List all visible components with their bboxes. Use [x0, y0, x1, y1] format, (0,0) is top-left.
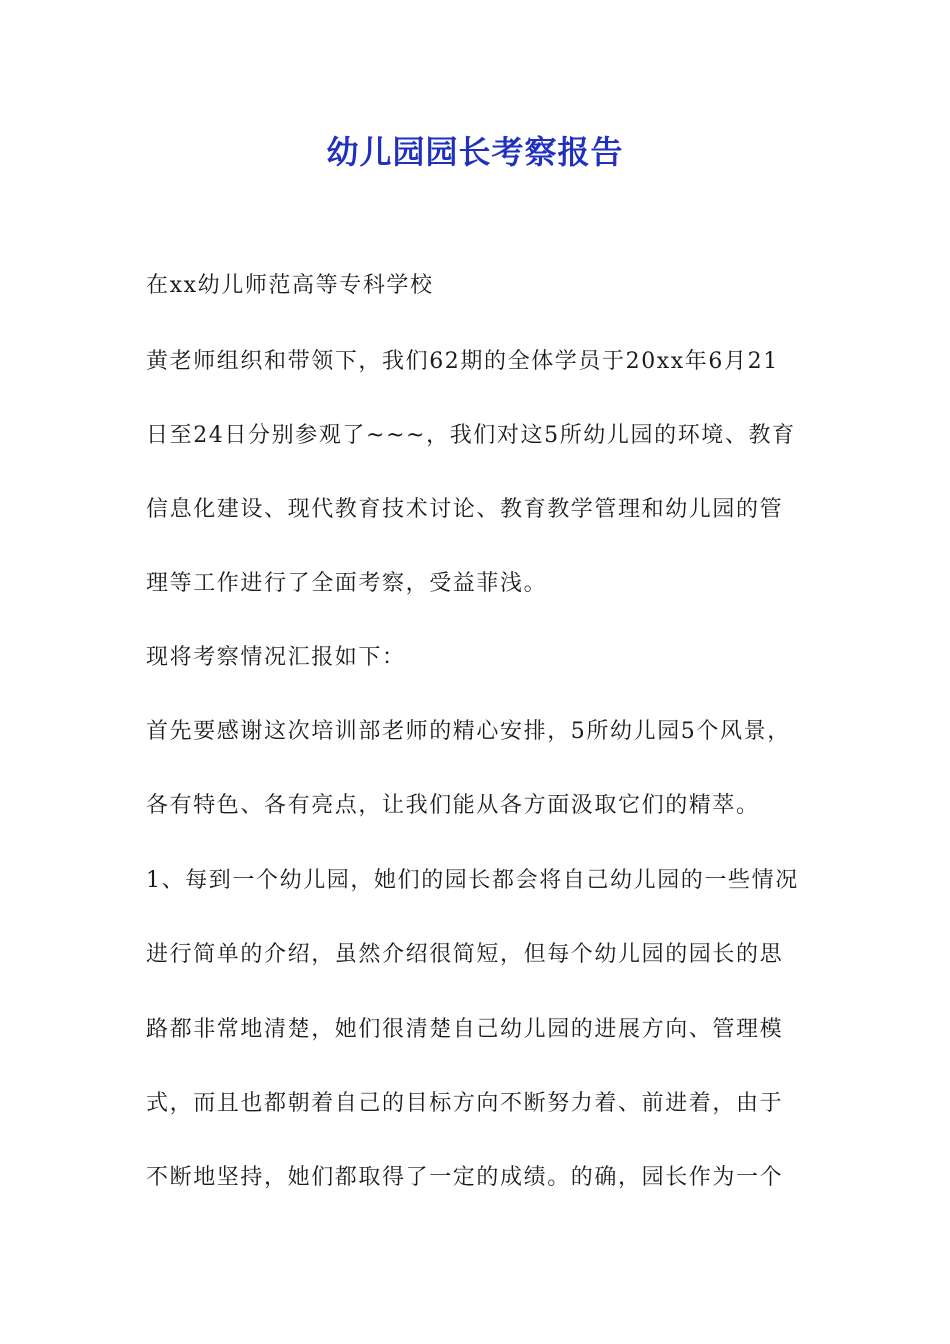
- body-line: 信息化建设、现代教育技术讨论、教育教学管理和幼儿园的管: [146, 497, 784, 522]
- body-line: 式，而且也都朝着自己的目标方向不断努力着、前进着，由于: [146, 1091, 784, 1116]
- body-line: 1、每到一个幼儿园，她们的园长都会将自己幼儿园的一些情况: [146, 868, 799, 893]
- body-line: 路都非常地清楚，她们很清楚自己幼儿园的进展方向、管理模: [146, 1017, 784, 1042]
- body-line: 理等工作进行了全面考察，受益菲浅。: [146, 571, 548, 596]
- body-line: 日至24日分别参观了~~~，我们对这5所幼儿园的环境、教育: [146, 423, 796, 448]
- body-line: 首先要感谢这次培训部老师的精心安排，5所幼儿园5个风景，: [146, 719, 791, 744]
- body-line: 现将考察情况汇报如下：: [146, 645, 406, 670]
- body-line: 各有特色、各有亮点，让我们能从各方面汲取它们的精萃。: [146, 793, 760, 818]
- body-line: 进行简单的介绍，虽然介绍很简短，但每个幼儿园的园长的思: [146, 942, 784, 967]
- document-title: 幼儿园园长考察报告: [326, 133, 624, 171]
- body-line: 不断地坚持，她们都取得了一定的成绩。的确，园长作为一个: [146, 1165, 784, 1190]
- body-line: 在xx幼儿师范高等专科学校: [146, 273, 434, 298]
- body-line: 黄老师组织和带领下，我们62期的全体学员于20xx年6月21: [146, 349, 779, 374]
